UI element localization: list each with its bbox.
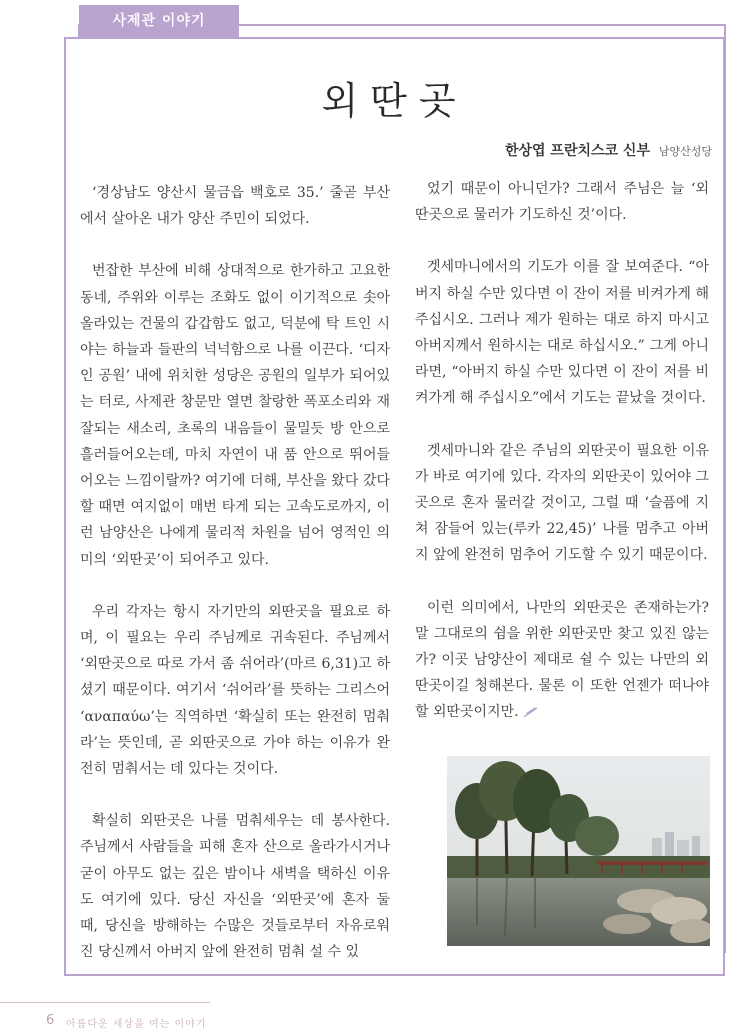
author-parish: 남양산성당 <box>658 145 712 158</box>
paragraph: 번잡한 부산에 비해 상대적으로 한가하고 고요한 동네, 주위와 이루는 조화도 없이 이기적으로 솟아올라있는 건물의 갑갑함도 없고, 덕분에 탁 트인 시야는 하늘과 들판의 넉넉함으로 나를 이끈다. ‘디자인 공원’ 내에 위치한 성당은 공원의 일부가 되어있는 터로, 사제관 창문만 열면 찰랑한 폭포소리와 재잘되는 새소리, 초록의 내음들이 물밀듯 방 안으로 흘러들어오는데, 마치 자연이 내 품 안으로 뛰어들어오는 느낌이랄까? 여기에 더해, 부산을 왔다 갔다 할 때면 여지없이 매번 타게 되는 고속도로까지, 이런 남양산은 나에게 물리적 차원을 넘어 영적인 의미의 ‘외딴곳’이 되어주고 있다. <box>80 263 390 568</box>
author-line <box>505 140 712 160</box>
paragraph: 었기 때문이 아니던가? 그래서 주님은 늘 ‘외딴곳으로 물러가 기도하신 것’이다. <box>415 181 709 224</box>
park-pond-photo <box>447 756 710 946</box>
paragraph-last <box>415 595 709 726</box>
magazine-name: 아름다운 세상을 여는 이야기 <box>66 1019 207 1030</box>
section-tab: 사제관 이야기 <box>79 5 239 38</box>
paragraph: 우리 각자는 항시 자기만의 외딴곳을 필요로 하며, 이 필요는 우리 주님께로 귀속된다. 주님께서 ‘외딴곳으로 따로 가서 좀 쉬어라’(마르 6,31)고 하셨기 때문이다. 여기서 ‘쉬어라’를 뜻하는 그리스어 ‘αναπαύω’는 직역하면 ‘확실히 또는 완전히 멈춰라’는 뜻인데, 곧 외딴곳으로 가야 하는 이유가 완전히 멈춰서는 데 있다는 것이다. <box>80 603 390 778</box>
page-number: 6 <box>46 1013 55 1028</box>
right-column <box>415 176 709 752</box>
paragraph: ‘경상남도 양산시 물금읍 백호로 35.’ 줄곧 부산에서 살아온 내가 양산 주민이 되었다. <box>80 185 390 228</box>
lavender-sprig-icon <box>523 706 539 718</box>
article-title: 외딴곳 <box>321 79 468 123</box>
paragraph: 겟세마니에서의 기도가 이를 잘 보여준다. “아버지 하실 수만 있다면 이 잔이 저를 비켜가게 해 주십시오. 그러나 제가 원하는 대로 하지 마시고 아버지께서 원하시는 대로 하십시오.” 그게 아니라면, “아버지 하실 수만 있다면 이 잔이 저를 비켜가게 해 주십시오”에서 기도는 끝났을 것이다. <box>415 259 709 407</box>
left-column <box>80 180 390 991</box>
footer-rule <box>0 1002 210 1003</box>
paragraph: 겟세마니와 같은 주님의 외딴곳이 필요한 이유가 바로 여기에 있다. 각자의 외딴곳이 있어야 그곳으로 혼자 물러갈 것이고, 그럴 때 ‘슬픔에 지쳐 잠들어 있는(루카 22,45)’ 나를 멈추고 아버지 앞에 완전히 멈추어 기도할 수 있기 때문이다. <box>415 442 709 564</box>
paragraph-text: 이런 의미에서, 나만의 외딴곳은 존재하는가? 말 그대로의 쉼을 위한 외딴곳만 찾고 있진 않는가? 이곳 남양산이 제대로 쉴 수 있는 나만의 외딴곳이길 청해본다. 물론 이 또한 언젠가 떠나야 할 외딴곳이지만. <box>415 599 709 721</box>
paragraph: 확실히 외딴곳은 나를 멈춰세우는 데 봉사한다. 주님께서 사람들을 피해 혼자 산으로 올라가시거나 굳이 아무도 없는 깊은 밤이나 새벽을 택하신 이유도 여기에 있다. 당신 자신을 ‘외딴곳’에 혼자 둘 때, 당신을 방해하는 수많은 것들로부터 자유로워진 당신께서 아버지 앞에 완전히 멈춰 설 수 있 <box>80 813 390 961</box>
author-name: 한상엽 프란치스코 신부 <box>504 143 650 159</box>
